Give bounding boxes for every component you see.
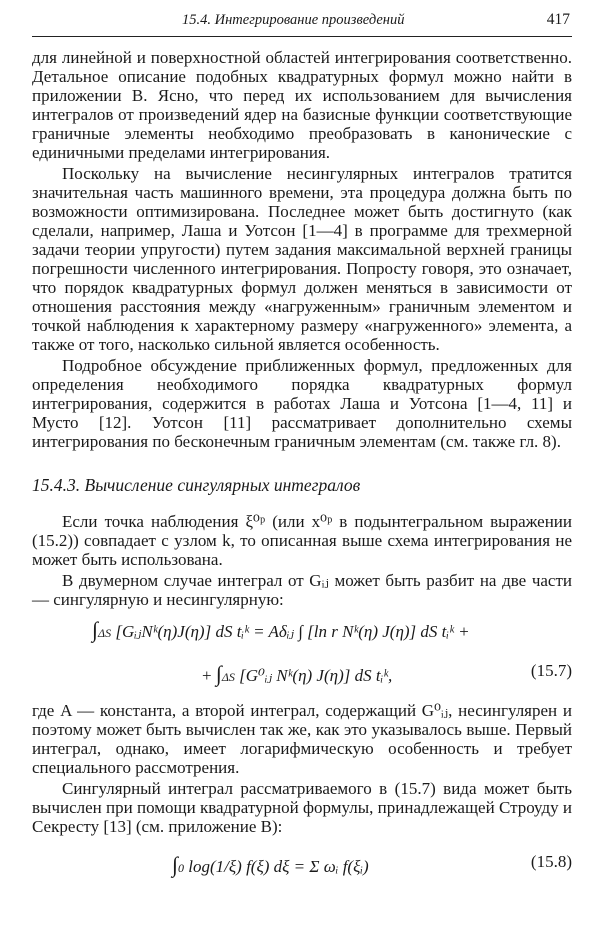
equation-15-7-line-1: ∫ΔS [GᵢⱼNᵏ(η)J(η)] dS tᵢᵏ = Aδᵢⱼ ∫ [ln r Nᵏ(η) J(η)] dS tᵢᵏ + <box>92 617 470 642</box>
page-body <box>32 48 572 896</box>
equation-number-15-8: (15.8) <box>530 852 572 871</box>
equation-15-7-part-1: [GᵢⱼNᵏ(η)J(η)] dS tᵢᵏ = Aδᵢⱼ ∫ [ln r Nᵏ(η) J(η)] dS tᵢᵏ + <box>115 622 470 641</box>
equation-15-7-part-2: [G⁰ᵢⱼ Nᵏ(η) J(η)] dS tᵢᵏ, <box>239 666 393 685</box>
paragraph-stroud-secrest: Сингулярный интеграл рассматриваемого в (15.7) вида может быть вычислен при помощи квадратурной формулы, принадлежащей Строуду и Секресту [13] (см. приложение В): <box>32 779 572 836</box>
running-header <box>32 8 572 37</box>
equation-15-7-line-2: + ∫ΔS [G⁰ᵢⱼ Nᵏ(η) J(η)] dS tᵢᵏ, (15.7) <box>202 661 572 686</box>
integral-sign: ∫ <box>215 661 222 686</box>
paragraph-observation-point: Если точка наблюдения ξ⁰ᵖ (или x⁰ᵖ в подынтегральном выражении (15.2)) совпадает с узлом k, то описанная выше схема интегрирования не может быть использована. <box>32 512 572 569</box>
equation-15-8-expression: log(1/ξ) f(ξ) dξ = Σ ωᵢ f(ξᵢ) <box>188 857 369 876</box>
integral-sign: ∫ <box>92 617 99 642</box>
running-title: 15.4. Интегрирование произведений <box>182 12 405 28</box>
paragraph-nonsingular-integrals: Поскольку на вычисление несингулярных интегралов тратится значительная часть машинного времени, эта процедура должна быть по возможности оптимизирована. Последнее может быть достигнуто (как сделали, например, Лаша и Уотсон [1—4] в программе для трехмерной задачи теории упругости) путем задания максимальной верхней границы погрешности численного интегрирования. Попросту говоря, это означает, что порядок квадратурных формул должен меняться в зависимости от отношения расстояния между «нагруженным» граничным элементом и точкой наблюдения к характерному размеру «нагруженного» элемента, а также от того, насколько сильной является особенность. <box>32 164 572 354</box>
equation-number-15-7: (15.7) <box>530 661 572 680</box>
paragraph-two-dimensional: В двумерном случае интеграл от Gᵢⱼ может быть разбит на две части — сингулярную и несингулярную: <box>32 571 572 609</box>
paragraph-approximate-formulas: Подробное обсуждение приближенных формул, предложенных для определения необходимого порядка квадратурных формул интегрирования, содержится в работах Лаша и Уотсона [1—4, 11] и Мусто [12]. Уотсон [11] рассматривает дополнительно схемы интегрирования по бесконечным граничным элементам (см. также гл. 8). <box>32 356 572 451</box>
paragraph-continued: для линейной и поверхностной областей интегрирования соответственно. Детальное описание подобных квадратурных формул можно найти в приложении В. Ясно, что перед их использованием для вычисления интегралов от произведений ядер на базисные функции соответствующие граничные элементы необходимо преобразовать в канонические с единичными пределами интегрирования. <box>32 48 572 162</box>
equation-15-8: ∫0 log(1/ξ) f(ξ) dξ = Σ ωᵢ f(ξᵢ) (15.8) <box>172 852 572 877</box>
paragraph-constant-a: где A — константа, а второй интеграл, содержащий G⁰ᵢⱼ, несингулярен и поэтому может быть вычислен так же, как это указывалось выше. Первый интеграл, однако, имеет логарифмическую особенность и требует специального рассмотрения. <box>32 701 572 777</box>
page-number: 417 <box>546 11 570 28</box>
section-heading: 15.4.3. Вычисление сингулярных интегралов <box>32 475 361 495</box>
integral-sign: ∫ <box>172 852 179 877</box>
